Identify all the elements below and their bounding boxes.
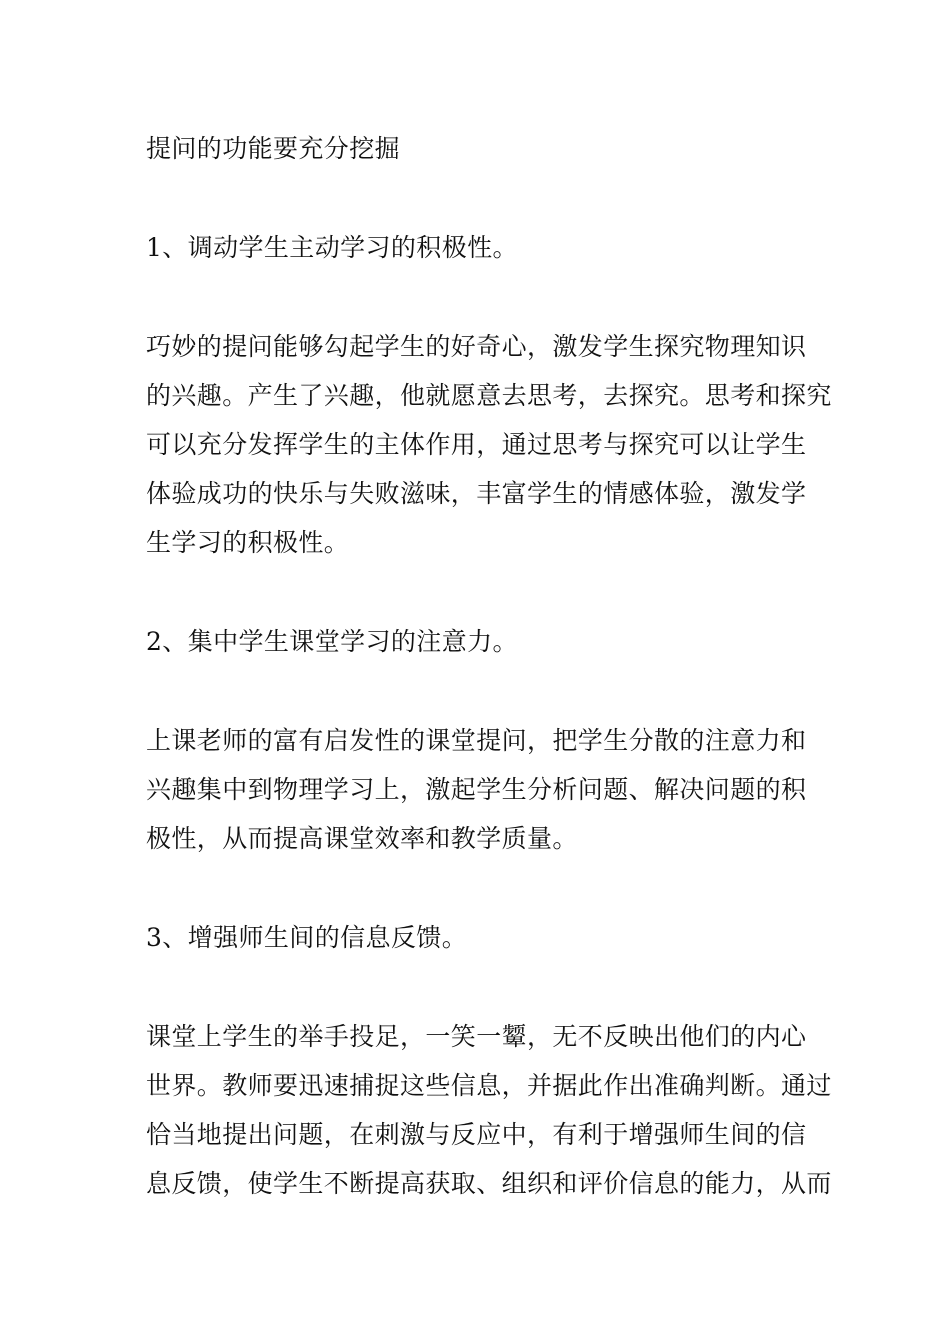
- paragraph-line: 恰当地提出问题，在刺激与反应中，有利于增强师生间的信: [146, 1120, 807, 1149]
- document-body: [146, 124, 832, 1258]
- paragraph-line: 兴趣集中到物理学习上，激起学生分析问题、解决问题的积: [146, 775, 807, 804]
- paragraph-line: 巧妙的提问能够勾起学生的好奇心，激发学生探究物理知识: [146, 332, 807, 361]
- section-paragraph-3: [146, 1012, 832, 1208]
- paragraph-line: 生学习的积极性。: [146, 528, 350, 557]
- paragraph-line: 课堂上学生的举手投足，一笑一颦，无不反映出他们的内心: [146, 1022, 807, 1051]
- section-paragraph-1: [146, 322, 832, 567]
- paragraph-line: 极性，从而提高课堂效率和教学质量。: [146, 824, 578, 853]
- paragraph-line: 世界。教师要迅速捕捉这些信息，并据此作出准确判断。通过: [146, 1071, 832, 1100]
- section-heading-2: 2、集中学生课堂学习的注意力。: [146, 627, 518, 656]
- paragraph-line: 体验成功的快乐与失败滋味，丰富学生的情感体验，激发学: [146, 479, 807, 508]
- section-paragraph-2: [146, 716, 808, 863]
- document-title: 提问的功能要充分挖掘: [146, 134, 401, 163]
- paragraph-line: 息反馈，使学生不断提高获取、组织和评价信息的能力，从而: [146, 1169, 832, 1198]
- section-heading-1: 1、调动学生主动学习的积极性。: [146, 233, 518, 262]
- paragraph-line: 上课老师的富有启发性的课堂提问，把学生分散的注意力和: [146, 726, 807, 755]
- section-heading-3: 3、增强师生间的信息反馈。: [146, 923, 468, 952]
- paragraph-line: 可以充分发挥学生的主体作用，通过思考与探究可以让学生: [146, 430, 807, 459]
- paragraph-line: 的兴趣。产生了兴趣，他就愿意去思考，去探究。思考和探究: [146, 381, 832, 410]
